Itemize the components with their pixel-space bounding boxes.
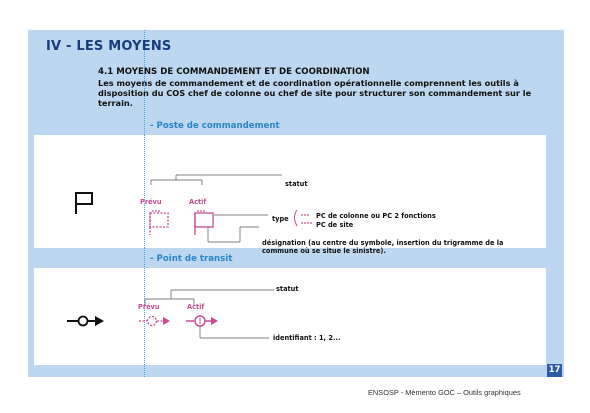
type-dots-2 bbox=[301, 222, 312, 224]
poste-diagram bbox=[34, 135, 546, 248]
transit-box bbox=[34, 268, 546, 365]
statut-bracket bbox=[151, 175, 282, 185]
designation-connector bbox=[208, 227, 259, 242]
page-title: IV - LES MOYENS bbox=[46, 39, 172, 54]
transit-diagram bbox=[34, 268, 546, 365]
type-label: type bbox=[272, 215, 289, 223]
subheading-poste: - Poste de commandement bbox=[150, 121, 280, 131]
prevu-transit-symbol bbox=[139, 317, 170, 326]
type-dots-1 bbox=[301, 214, 309, 216]
transit-point-icon bbox=[67, 316, 104, 326]
transit-prevu-label: Prévu bbox=[138, 303, 160, 311]
identifiant-connector bbox=[200, 326, 269, 338]
transit-statut-label: statut bbox=[276, 285, 299, 293]
section-intro: Les moyens de commandement et de coordination opérationnelle comprennent les outils à disposition du COS chef de colonne ou chef de site pour structurer son commandement sur le terrain. bbox=[98, 78, 532, 108]
actif-label: Actif bbox=[189, 198, 207, 206]
designation-label: désignation (au centre du symbole, insertion du trigramme de la commune où se situe le sinistre). bbox=[262, 239, 504, 255]
transit-statut-bracket bbox=[145, 290, 274, 306]
memo-page bbox=[28, 30, 564, 377]
identifiant-label: identifiant : 1, 2... bbox=[273, 334, 341, 342]
actif-pc-symbol bbox=[195, 210, 213, 235]
type-brace bbox=[295, 210, 298, 226]
transit-actif-label: Actif bbox=[187, 303, 205, 311]
prevu-label: Prévu bbox=[140, 198, 162, 206]
subheading-transit: - Point de transit bbox=[150, 254, 233, 264]
type-option-1: PC de colonne ou PC 2 fonctions bbox=[316, 212, 436, 220]
poste-box bbox=[34, 135, 546, 255]
flag-icon bbox=[76, 193, 92, 214]
section-title: 4.1 MOYENS DE COMMANDEMENT ET DE COORDINATION bbox=[98, 67, 370, 77]
actif-transit-symbol bbox=[186, 316, 218, 326]
footer-caption: ENSOSP - Mémento GOC – Outils graphiques bbox=[368, 388, 521, 397]
type-option-2: PC de site bbox=[316, 221, 354, 229]
prevu-pc-symbol bbox=[150, 210, 168, 235]
page-number: 17 bbox=[548, 365, 561, 375]
statut-label: statut bbox=[285, 180, 308, 188]
